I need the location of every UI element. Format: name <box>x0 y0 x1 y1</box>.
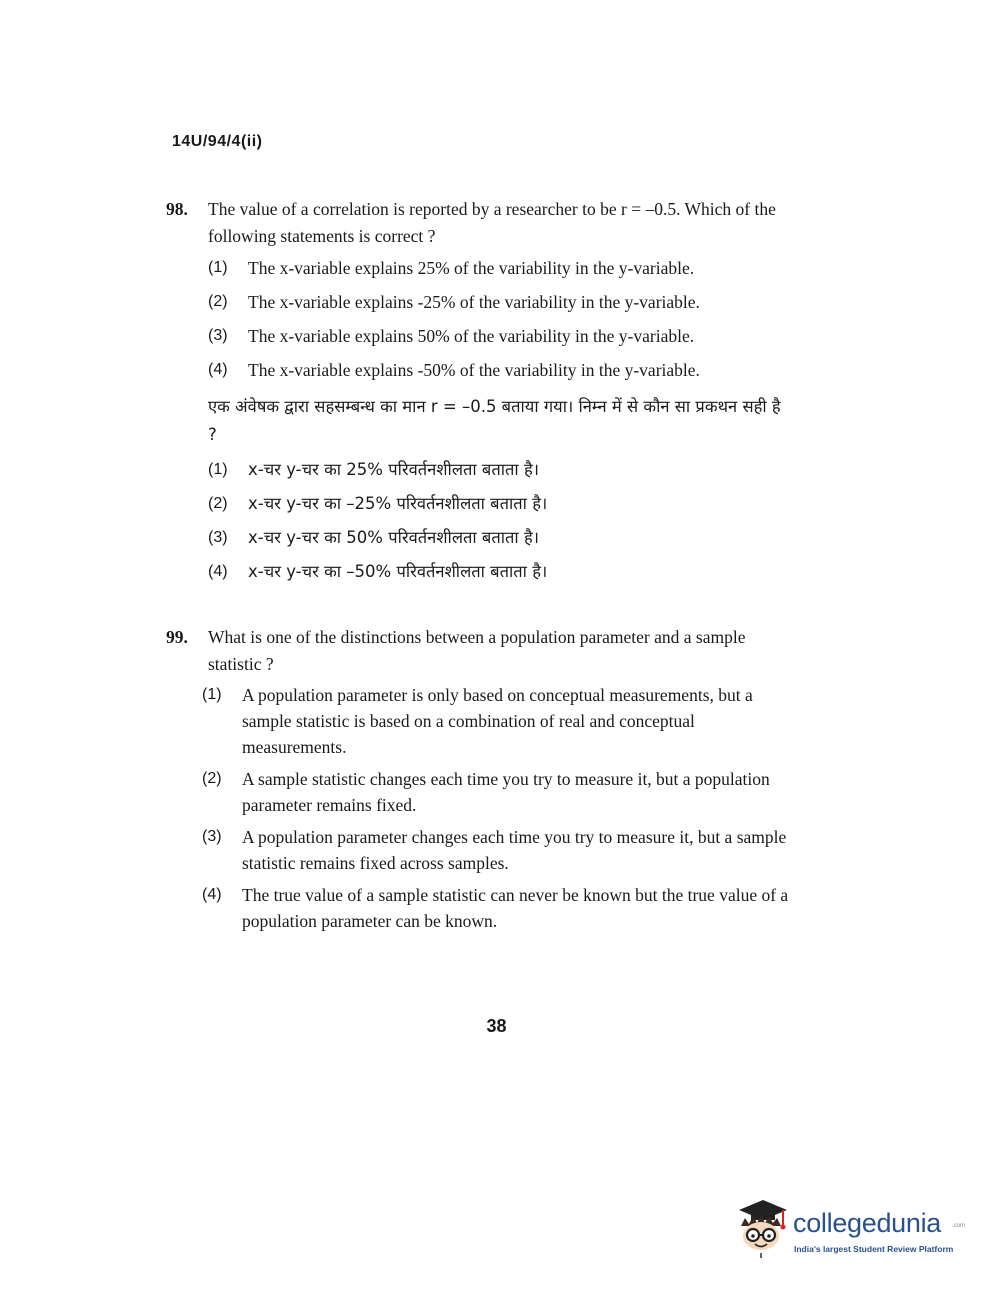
option-2 <box>202 766 794 818</box>
option-1 <box>208 255 794 281</box>
option-text: The x-variable explains 25% of the variability in the y-variable. <box>248 258 695 278</box>
option-number: (1) <box>202 686 222 703</box>
hindi-option-3 <box>208 525 794 551</box>
option-3 <box>208 323 794 349</box>
option-text: x-चर y-चर का 25% परिवर्तनशीलता बताता है। <box>248 460 539 479</box>
option-number: (4) <box>208 563 228 580</box>
option-text: The x-variable explains 50% of the variability in the y-variable. <box>248 326 695 346</box>
option-text: A population parameter changes each time you try to measure it, but a sample statistic remains fixed across samples. <box>242 827 787 873</box>
option-number: (1) <box>208 461 228 478</box>
option-4 <box>202 882 794 934</box>
hindi-options-list <box>208 457 794 585</box>
question-number: 98. <box>166 199 188 219</box>
option-number: (3) <box>208 327 228 344</box>
brand-tagline: India's largest Student Review Platform <box>794 1244 954 1254</box>
brand-name: collegedunia <box>793 1208 942 1238</box>
mascot-icon <box>733 1196 791 1258</box>
option-number: (3) <box>202 828 222 845</box>
brand-domain: .com <box>952 1223 966 1229</box>
page-number: 38 <box>486 1016 507 1036</box>
option-number: (3) <box>208 529 228 546</box>
option-number: (4) <box>208 361 228 378</box>
question-text: The value of a correlation is reported by a researcher to be r = –0.5. Which of the following statements is correct ? <box>208 199 776 246</box>
collegedunia-logo[interactable] <box>733 1196 968 1268</box>
question-stem <box>166 196 794 250</box>
question-99 <box>166 624 794 940</box>
option-text: The x-variable explains -50% of the variability in the y-variable. <box>248 360 700 380</box>
hindi-option-2 <box>208 491 794 517</box>
option-2 <box>208 289 794 315</box>
option-text: The x-variable explains -25% of the variability in the y-variable. <box>248 292 700 312</box>
option-number: (2) <box>202 770 222 787</box>
option-1 <box>202 682 794 760</box>
option-text: x-चर y-चर का 50% परिवर्तनशीलता बताता है। <box>248 528 539 547</box>
question-98 <box>166 196 794 593</box>
option-4 <box>208 357 794 383</box>
hindi-option-1 <box>208 457 794 483</box>
options-list <box>208 255 794 383</box>
option-3 <box>202 824 794 876</box>
option-number: (1) <box>208 259 228 276</box>
option-text: A population parameter is only based on conceptual measurements, but a sample statistic is based on a combination of real and conceptual measurements. <box>242 685 753 757</box>
question-number: 99. <box>166 627 188 647</box>
paper-code: 14U/94/4(ii) <box>172 133 263 150</box>
question-stem <box>166 624 794 678</box>
option-number: (2) <box>208 495 228 512</box>
option-text: The true value of a sample statistic can never be known but the true value of a population parameter can be known. <box>242 885 789 931</box>
option-text: x-चर y-चर का –25% परिवर्तनशीलता बताता है। <box>248 494 548 513</box>
option-number: (2) <box>208 293 228 310</box>
option-text: A sample statistic changes each time you try to measure it, but a population parameter remains fixed. <box>242 769 770 815</box>
options-list <box>202 682 794 934</box>
hindi-option-4 <box>208 559 794 585</box>
question-text: What is one of the distinctions between a population parameter and a sample statistic ? <box>208 627 746 674</box>
option-number: (4) <box>202 886 222 903</box>
option-text: x-चर y-चर का –50% परिवर्तनशीलता बताता है। <box>248 562 548 581</box>
hindi-question-text: एक अंवेषक द्वारा सहसम्बन्ध का मान r = –0.5 बताया गया। निम्न में से कौन सा प्रकथन सही है ? <box>208 397 781 444</box>
